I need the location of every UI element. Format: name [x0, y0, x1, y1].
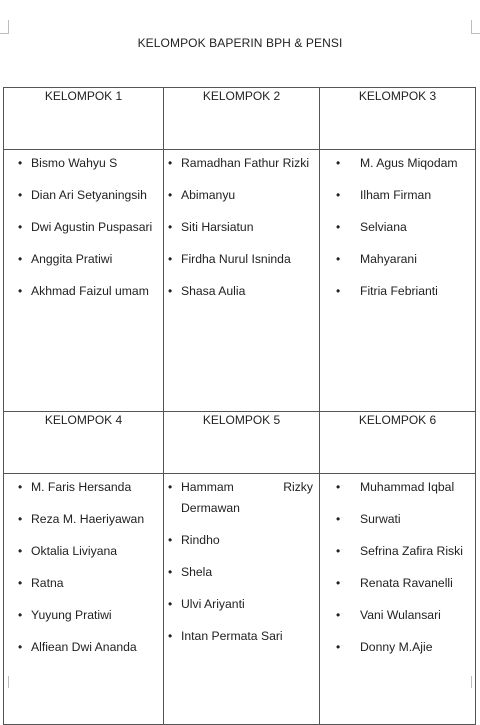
member-item: • Renata Ravanelli	[336, 573, 469, 594]
group-5-header	[164, 412, 320, 474]
member-list	[320, 474, 475, 658]
member-item: • Shasa Aulia	[168, 281, 313, 302]
members-row-1	[4, 150, 476, 412]
group-1-label: KELOMPOK 1	[44, 89, 123, 103]
member-item: • Ratna	[18, 573, 158, 594]
member-list	[164, 474, 319, 647]
group-3-header	[320, 88, 476, 150]
group-4-label: KELOMPOK 4	[44, 413, 123, 427]
member-item: • Yuyung Pratiwi	[18, 605, 158, 626]
group-2-label: KELOMPOK 2	[202, 89, 281, 103]
member-list	[320, 150, 475, 302]
group-5-members	[164, 474, 320, 725]
member-item: • Dwi Agustin Puspasari	[18, 217, 158, 238]
member-item: • Sefrina Zafira Riski	[336, 541, 469, 562]
group-2-header	[164, 88, 320, 150]
member-item: • M. Agus Miqodam	[336, 153, 469, 174]
group-5-label: KELOMPOK 5	[202, 413, 281, 427]
member-item: • Siti Harsiatun	[168, 217, 313, 238]
member-item: • Ilham Firman	[336, 185, 469, 206]
header-row-1	[4, 88, 476, 150]
members-row-2	[4, 474, 476, 725]
member-item: • Firdha Nurul Isninda	[168, 249, 313, 270]
member-list	[4, 474, 163, 658]
member-item: • Fitria Febrianti	[336, 281, 469, 302]
member-item: • Mahyarani	[336, 249, 469, 270]
member-item: • Bismo Wahyu S	[18, 153, 158, 174]
member-item: • Ulvi Ariyanti	[168, 594, 313, 615]
groups-table	[3, 87, 476, 725]
group-6-header	[320, 412, 476, 474]
member-item: • Rindho	[168, 530, 313, 551]
group-2-members	[164, 150, 320, 412]
group-6-label: KELOMPOK 6	[358, 413, 437, 427]
document-title: KELOMPOK BAPERIN BPH & PENSI	[137, 36, 343, 50]
member-item: • Surwati	[336, 509, 469, 530]
member-item: • Donny M.Ajie	[336, 637, 469, 658]
group-3-label: KELOMPOK 3	[358, 89, 437, 103]
member-item: • Shela	[168, 562, 313, 583]
crop-mark-top-right	[471, 20, 480, 34]
member-list	[164, 150, 319, 302]
crop-mark-top-left	[0, 20, 9, 34]
member-item: • Abimanyu	[168, 185, 313, 206]
group-1-header	[4, 88, 164, 150]
member-item: • Vani Wulansari	[336, 605, 469, 626]
member-item: • Dian Ari Setyaningsih	[18, 185, 158, 206]
member-item: • Alfiean Dwi Ananda	[18, 637, 158, 658]
member-list	[4, 150, 163, 302]
member-item: • Oktalia Liviyana	[18, 541, 158, 562]
member-item: • Intan Permata Sari	[168, 626, 313, 647]
group-4-header	[4, 412, 164, 474]
group-3-members	[320, 150, 476, 412]
member-item: • M. Faris Hersanda	[18, 477, 158, 498]
member-item: • Hammam Rizky Dermawan	[168, 477, 313, 519]
member-item: • Selviana	[336, 217, 469, 238]
member-item: • Reza M. Haeriyawan	[18, 509, 158, 530]
member-item: • Anggita Pratiwi	[18, 249, 158, 270]
header-row-2	[4, 412, 476, 474]
member-item: • Muhammad Iqbal	[336, 477, 469, 498]
group-6-members	[320, 474, 476, 725]
group-1-members	[4, 150, 164, 412]
member-item: • Akhmad Faizul umam	[18, 281, 158, 302]
group-4-members	[4, 474, 164, 725]
member-item: • Ramadhan Fathur Rizki	[168, 153, 313, 174]
